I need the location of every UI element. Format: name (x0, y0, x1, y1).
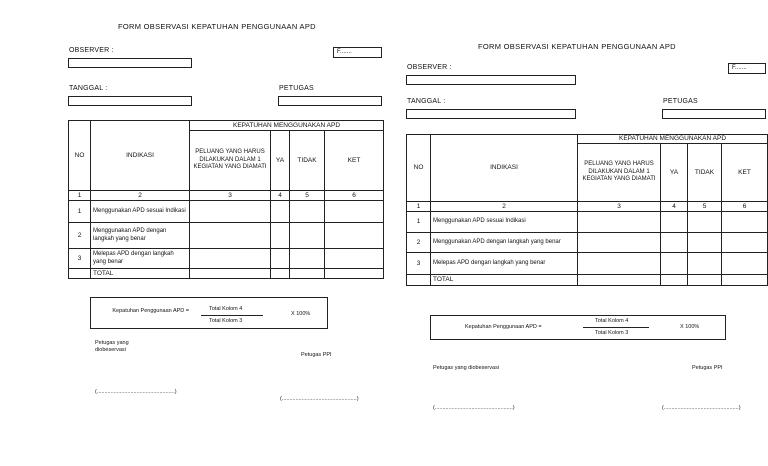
total-row (407, 275, 768, 286)
ket-cell[interactable] (325, 223, 384, 249)
ya-cell[interactable] (661, 212, 688, 233)
col-number: 4 (661, 202, 688, 212)
tidak-header: TIDAK (290, 131, 325, 191)
row-indikasi: Menggunakan APD dengan langkah yang benar (91, 223, 190, 249)
ket-cell[interactable] (722, 253, 768, 275)
form-number-box[interactable]: F....... (728, 63, 766, 74)
row-no: 1 (407, 212, 431, 233)
formula-box (430, 315, 726, 340)
ya-header: YA (661, 144, 688, 202)
total-ket[interactable] (325, 269, 384, 279)
signature-right-label: Petugas PPI (692, 365, 723, 371)
tidak-cell[interactable] (688, 233, 722, 253)
form-title: FORM OBSERVASI KEPATUHAN PENGGUNAAN APD (118, 22, 316, 31)
formula-label: Kepatuhan Penggunaan APD = (112, 308, 189, 314)
formula-numerator: Total Kolom 4 (595, 318, 629, 324)
ket-header: KET (325, 131, 384, 191)
table-row (407, 233, 768, 253)
col-number: 1 (69, 191, 91, 201)
table-row (69, 223, 384, 249)
signature-left-line[interactable]: (...................................................) (95, 389, 177, 395)
ya-header: YA (271, 131, 290, 191)
row-indikasi: Melepas APD dengan langkah yang benar (91, 249, 190, 269)
fraction-line (201, 315, 263, 316)
formula-numerator: Total Kolom 4 (209, 306, 243, 312)
total-tidak[interactable] (688, 275, 722, 286)
tidak-cell[interactable] (290, 223, 325, 249)
formula-denominator: Total Kolom 3 (209, 318, 243, 324)
ket-cell[interactable] (325, 249, 384, 269)
total-peluang[interactable] (578, 275, 661, 286)
signature-left-label: Petugas yang diobeservasi (95, 340, 129, 353)
signature-right-line[interactable]: (.................................................) (662, 405, 741, 411)
tidak-cell[interactable] (688, 253, 722, 275)
row-no: 2 (407, 233, 431, 253)
peluang-cell[interactable] (578, 212, 661, 233)
peluang-cell[interactable] (190, 201, 271, 223)
kepatuhan-header: KEPATUHAN MENGGUNAKAN APD (578, 135, 768, 144)
total-label: TOTAL (91, 269, 190, 279)
table-row (69, 249, 384, 269)
col-number: 6 (325, 191, 384, 201)
ket-cell[interactable] (722, 212, 768, 233)
col-number: 2 (91, 191, 190, 201)
no-header: NO (69, 121, 91, 191)
row-no: 3 (69, 249, 91, 269)
peluang-header: PELUANG YANG HARUS DILAKUKAN DALAM 1 KEGIATAN YANG DIAMATI (578, 144, 661, 202)
peluang-cell[interactable] (190, 223, 271, 249)
apd-table (406, 134, 768, 286)
ya-cell[interactable] (661, 253, 688, 275)
col-number: 5 (290, 191, 325, 201)
ket-header: KET (722, 144, 768, 202)
tanggal-field[interactable] (406, 109, 576, 119)
col-number: 3 (578, 202, 661, 212)
ket-cell[interactable] (325, 201, 384, 223)
observer-field[interactable] (68, 58, 192, 68)
col-number: 6 (722, 202, 768, 212)
observer-field[interactable] (406, 75, 576, 85)
peluang-cell[interactable] (578, 253, 661, 275)
formula-multiplier: X 100% (680, 324, 700, 330)
signature-left-line[interactable]: (...................................................) (433, 405, 515, 411)
total-peluang[interactable] (190, 269, 271, 279)
observer-label: OBSERVER : (407, 64, 452, 71)
row-no: 3 (407, 253, 431, 275)
peluang-header: PELUANG YANG HARUS DILAKUKAN DALAM 1 KEGIATAN YANG DIAMATI (190, 131, 271, 191)
row-no: 1 (69, 201, 91, 223)
row-indikasi: Melepas APD dengan langkah yang benar (431, 253, 578, 275)
ya-cell[interactable] (661, 233, 688, 253)
table-row (407, 212, 768, 233)
petugas-field[interactable] (278, 96, 382, 106)
signature-right-label: Petugas PPI (301, 352, 332, 358)
table-row (69, 201, 384, 223)
no-header: NO (407, 135, 431, 202)
tanggal-label: TANGGAL : (407, 98, 446, 105)
fraction-line (583, 327, 649, 328)
form-number-box[interactable]: F....... (333, 47, 382, 58)
signature-right-line[interactable]: (.................................................) (280, 396, 359, 402)
total-tidak[interactable] (290, 269, 325, 279)
tidak-cell[interactable] (290, 249, 325, 269)
col-number: 4 (271, 191, 290, 201)
formula-multiplier: X 100% (291, 311, 311, 317)
petugas-label: PETUGAS (279, 85, 314, 92)
tanggal-field[interactable] (68, 96, 192, 106)
ya-cell[interactable] (271, 201, 290, 223)
total-row (69, 269, 384, 279)
observer-label: OBSERVER : (69, 47, 114, 54)
indikasi-header: INDIKASI (431, 135, 578, 202)
row-no: 2 (69, 223, 91, 249)
row-indikasi: Menggunakan APD sesuai Indikasi (91, 201, 190, 223)
ket-cell[interactable] (722, 233, 768, 253)
total-label: TOTAL (431, 275, 578, 286)
row-indikasi: Menggunakan APD dengan langkah yang benar (431, 233, 578, 253)
signature-left-label: Petugas yang diobeservasi (433, 365, 500, 371)
formula-denominator: Total Kolom 3 (595, 330, 629, 336)
peluang-cell[interactable] (190, 249, 271, 269)
tidak-cell[interactable] (290, 201, 325, 223)
total-ket[interactable] (722, 275, 768, 286)
ya-cell[interactable] (271, 249, 290, 269)
formula-label: Kepatuhan Penggunaan APD = (465, 324, 542, 330)
col-number: 5 (688, 202, 722, 212)
kepatuhan-header: KEPATUHAN MENGGUNAKAN APD (190, 121, 384, 131)
form-title: FORM OBSERVASI KEPATUHAN PENGGUNAAN APD (478, 42, 676, 51)
tidak-cell[interactable] (688, 212, 722, 233)
apd-table (68, 120, 384, 279)
petugas-field[interactable] (662, 109, 766, 119)
tanggal-label: TANGGAL : (69, 85, 108, 92)
formula-box (90, 297, 328, 329)
petugas-label: PETUGAS (663, 98, 698, 105)
col-number: 3 (190, 191, 271, 201)
col-number: 1 (407, 202, 431, 212)
ya-cell[interactable] (271, 223, 290, 249)
total-ya[interactable] (271, 269, 290, 279)
tidak-header: TIDAK (688, 144, 722, 202)
row-indikasi: Menggunakan APD sesuai Indikasi (431, 212, 578, 233)
indikasi-header: INDIKASI (91, 121, 190, 191)
peluang-cell[interactable] (578, 233, 661, 253)
form-right (384, 0, 768, 466)
total-ya[interactable] (661, 275, 688, 286)
table-row (407, 253, 768, 275)
col-number: 2 (431, 202, 578, 212)
